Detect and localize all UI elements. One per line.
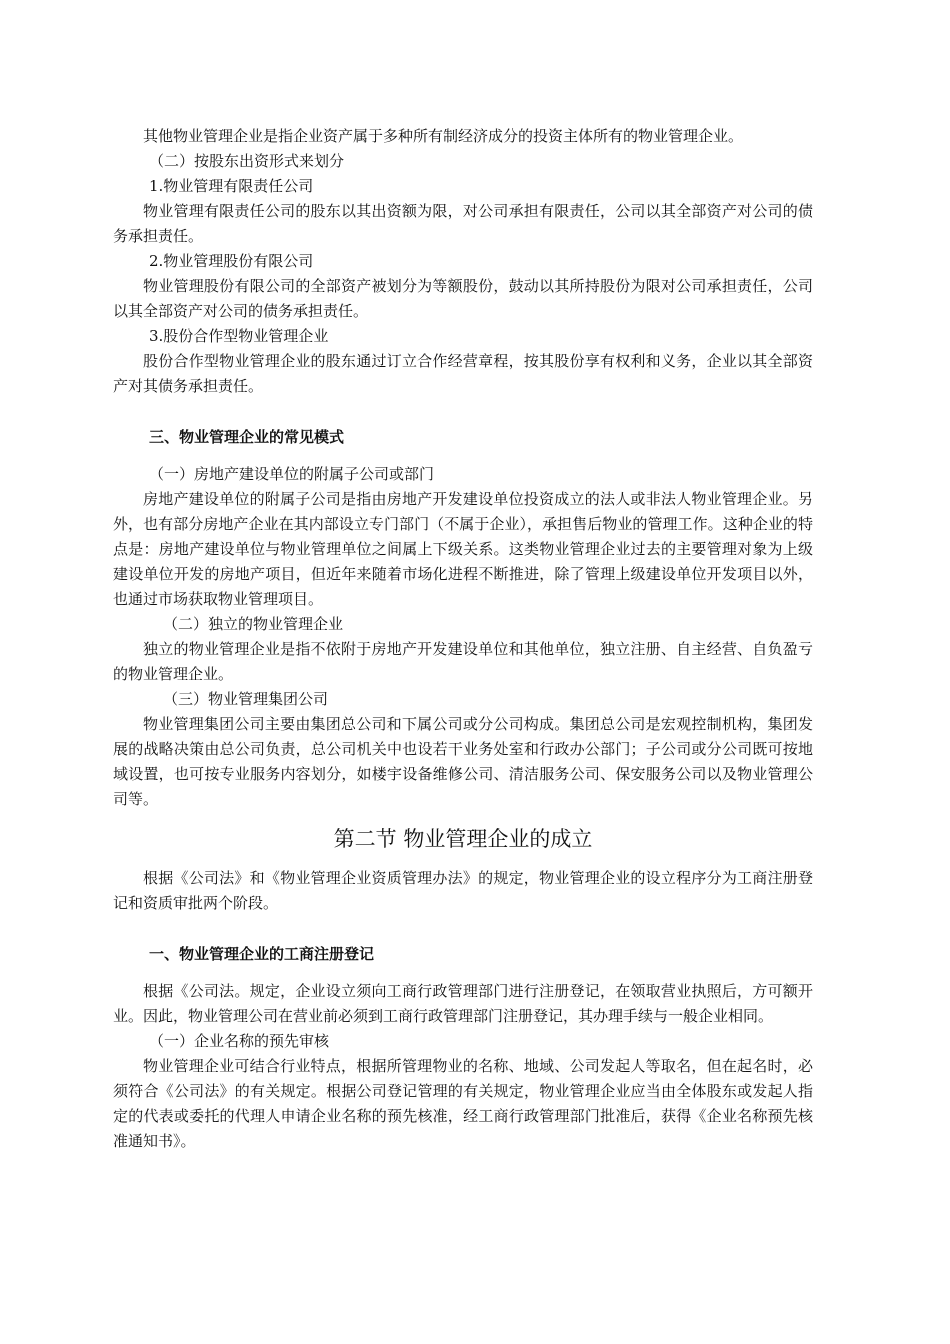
spacer [113,812,813,824]
numbered-heading: 1.物业管理有限责任公司 [149,177,314,195]
subheading: （一）企业名称的预先审核 [149,1032,330,1050]
subheading: （三）物业管理集团公司 [163,690,329,708]
paragraph: 根据《公司法》和《物业管理企业资质管理办法》的规定，物业管理企业的设立程序分为工商注册登记和资质审批两个阶段。 [113,869,813,912]
paragraph: 物业管理有限责任公司的股东以其出资额为限，对公司承担有限责任，公司以其全部资产对公司的债务承担责任。 [113,202,813,245]
numbered-heading: 3.股份合作型物业管理企业 [149,327,329,345]
numbered-heading: 2.物业管理股份有限公司 [149,252,314,270]
paragraph: 独立的物业管理企业是指不依附于房地产开发建设单位和其他单位，独立注册、自主经营、自负盈亏的物业管理企业。 [113,640,813,683]
subheading: （二）独立的物业管理企业 [163,615,344,633]
document-page [113,124,813,1154]
spacer [113,967,813,979]
paragraph: 其他物业管理企业是指企业资产属于多种所有制经济成分的投资主体所有的物业管理企业。 [143,127,744,145]
section-heading: 三、物业管理企业的常见模式 [149,428,345,446]
chapter-section-title: 第二节 物业管理企业的成立 [333,827,593,851]
spacer [113,399,813,425]
paragraph: 物业管理股份有限公司的全部资产被划分为等额股份，鼓动以其所持股份为限对公司承担责任，公司以其全部资产对公司的债务承担责任。 [113,277,813,320]
paragraph: 物业管理集团公司主要由集团总公司和下属公司或分公司构成。集团总公司是宏观控制机构，集团发展的战略决策由总公司负责，总公司机关中也设若干业务处室和行政办公部门；子公司或分公司既可按地域设置，也可按专业服务内容划分，如楼宇设备维修公司、清洁服务公司、保安服务公司以及物业管理公司等。 [113,715,813,808]
spacer [113,854,813,866]
paragraph: 物业管理企业可结合行业特点，根据所管理物业的名称、地域、公司发起人等取名，但在起名时，必须符合《公司法》的有关规定。根据公司登记管理的有关规定，物业管理企业应当由全体股东或发起人指定的代表或委托的代理人申请企业名称的预先核准，经工商行政管理部门批准后，获得《企业名称预先核准通知书》。 [113,1057,813,1150]
paragraph: 根据《公司法。规定，企业设立须向工商行政管理部门进行注册登记，在领取营业执照后，方可额开业。因此，物业管理公司在营业前必须到工商行政管理部门注册登记，其办理手续与一般企业相同。 [113,982,813,1025]
spacer [113,450,813,462]
subheading: （二）按股东出资形式来划分 [149,152,345,170]
paragraph: 房地产建设单位的附属子公司是指由房地产开发建设单位投资成立的法人或非法人物业管理企业。另外，也有部分房地产企业在其内部设立专门部门（不属于企业），承担售后物业的管理工作。这种企业的特点是：房地产建设单位与物业管理单位之间属上下级关系。这类物业管理企业过去的主要管理对象为上级建设单位开发的房地产项目，但近年来随着市场化进程不断推进，除了管理上级建设单位开发项目以外，也通过市场获取物业管理项目。 [113,490,813,608]
spacer [113,916,813,942]
subheading: （一）房地产建设单位的附属子公司或部门 [149,465,435,483]
paragraph: 股份合作型物业管理企业的股东通过订立合作经营章程，按其股份享有权利和义务，企业以其全部资产对其债务承担责任。 [113,352,813,395]
section-heading: 一、物业管理企业的工商注册登记 [149,945,375,963]
